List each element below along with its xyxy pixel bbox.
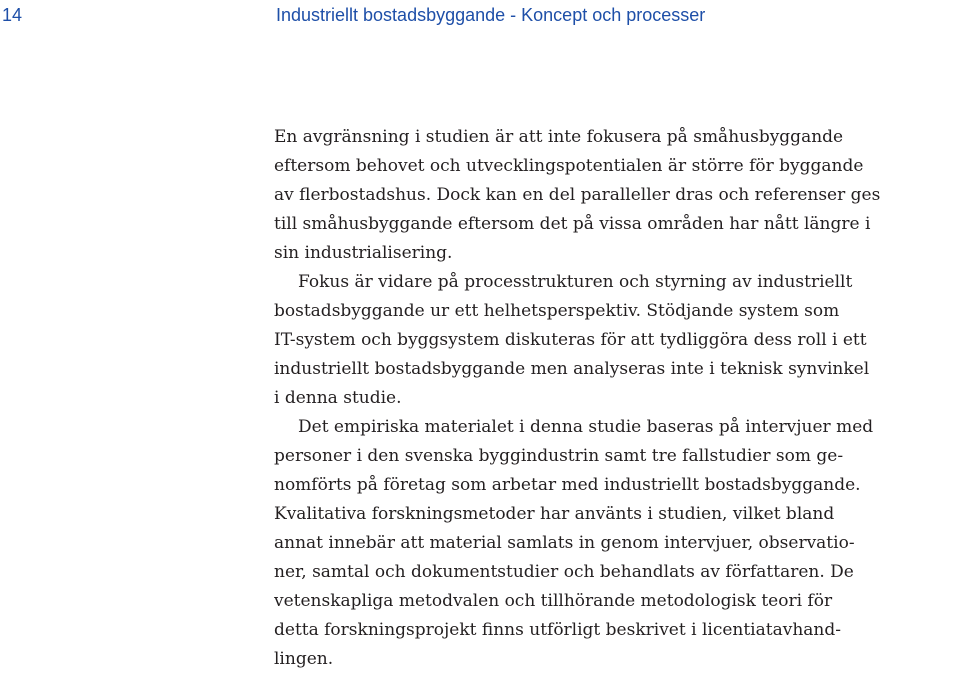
text-line: lingen. (274, 649, 334, 669)
text-line: industriellt bostadsbyggande men analyseras inte i teknisk synvinkel (274, 359, 870, 379)
text-line: i denna studie. (274, 388, 402, 408)
text-line: av flerbostadshus. Dock kan en del paralleller dras och referenser ges (274, 185, 881, 205)
body-text (274, 123, 958, 674)
text-line: En avgränsning i studien är att inte fokusera på småhusbyggande (274, 127, 844, 147)
text-line: Fokus är vidare på processtrukturen och styrning av industriellt (298, 272, 853, 292)
text-line: detta forskningsprojekt finns utförligt beskrivet i licentiatavhand- (274, 620, 841, 640)
text-line: ner, samtal och dokumentstudier och behandlats av författaren. De (274, 562, 854, 582)
text-line: vetenskapliga metodvalen och tillhörande metodologisk teori för (274, 591, 833, 611)
text-line: personer i den svenska byggindustrin samt tre fallstudier som ge- (274, 446, 844, 466)
text-line: annat innebär att material samlats in genom intervjuer, observatio- (274, 533, 855, 553)
text-line: sin industrialisering. (274, 243, 453, 263)
running-header (0, 4, 960, 30)
page-number: 14 (2, 5, 23, 25)
text-line: nomförts på företag som arbetar med industriellt bostadsbyggande. (274, 475, 861, 495)
text-line: eftersom behovet och utvecklingspotentialen är större för byggande (274, 156, 864, 176)
text-line: bostadsbyggande ur ett helhetsperspektiv. Stödjande system som (274, 301, 840, 321)
text-line: Det empiriska materialet i denna studie baseras på intervjuer med (298, 417, 874, 437)
running-title: Industriellt bostadsbyggande - Koncept och processer (276, 5, 706, 25)
text-line: Kvalitativa forskningsmetoder har använts i studien, vilket bland (274, 504, 835, 524)
text-line: till småhusbyggande eftersom det på vissa områden har nått längre i (274, 214, 871, 234)
text-line: IT-system och byggsystem diskuteras för att tydliggöra dess roll i ett (274, 330, 867, 350)
